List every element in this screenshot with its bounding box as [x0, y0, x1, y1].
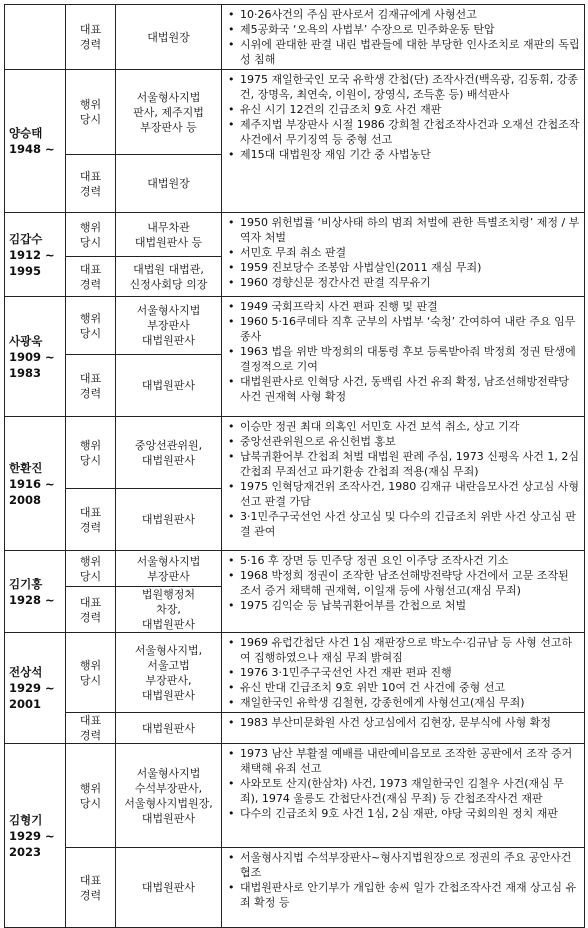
event-list — [228, 419, 580, 539]
category-label — [66, 489, 116, 551]
text-line: 수석부장판사, — [134, 781, 203, 795]
judges-table — [4, 4, 585, 928]
text-line: 판사, 제주지법 — [133, 105, 204, 119]
career-role — [116, 848, 222, 928]
judge-name: 양승태 — [9, 126, 43, 140]
category-label — [66, 713, 116, 744]
table-row — [5, 5, 585, 70]
event-item: • 대법원판사로 인혁당 사건, 동백림 사건 유죄 확정, 남조선해방전략당 사건 권재혁 사형 확정 — [228, 374, 580, 404]
text-line: 대표 — [79, 595, 102, 609]
event-item: • 서울형사지법 수석부장판사~형사지법원장으로 정권의 주요 공안사건 협조 — [228, 850, 580, 880]
act-role — [116, 744, 222, 848]
event-item: • 납북귀환어부 간첩죄 처벌 대법원 판례 주심, 1973 신평옥 사건 1, 2심 간첩죄 무죄선고 파기환송 간첩죄 적용(재심 무죄) — [228, 449, 580, 479]
table-row — [5, 744, 585, 848]
category-label — [66, 417, 116, 489]
event-item: • 재일한국인 유학생 김철현, 강종헌에게 사형선고(재심 무죄) — [228, 695, 580, 710]
text-line: 대표 — [79, 371, 102, 385]
judge-name-cell — [5, 744, 66, 928]
text-line: 당시 — [79, 453, 102, 467]
text-line: 법원행정처 — [141, 588, 196, 601]
judge-years: 1916 ~ — [9, 476, 55, 491]
text-line: 대표 — [79, 169, 102, 183]
event-list — [228, 715, 580, 730]
text-line: 대표 — [79, 262, 102, 276]
judge-years: 1928 ~ — [9, 592, 55, 607]
category-label — [66, 257, 116, 297]
judge-name: 전상석 — [9, 665, 43, 679]
event-list — [228, 299, 580, 404]
event-item: • 이승만 정권 최대 의혹인 서민호 사건 보석 취소, 상고 기각 — [228, 419, 580, 434]
table-row — [5, 297, 585, 355]
act-role — [116, 213, 222, 257]
table-row — [5, 848, 585, 928]
text-line: 대법원장 — [147, 30, 190, 44]
judge-name: 김갑수 — [9, 231, 43, 246]
act-role — [116, 417, 222, 489]
judge-name: 한환진 — [9, 460, 43, 475]
category-label — [66, 633, 116, 713]
judge-years: 1995 — [9, 263, 42, 278]
judge-years: 2001 — [9, 697, 42, 711]
act-events — [222, 551, 585, 633]
event-list — [228, 7, 580, 67]
text-line: 신정사회당 의장 — [129, 277, 208, 291]
event-item: • 유신 시기 12건의 긴급조치 9호 사건 재판 — [228, 102, 580, 117]
event-item: • 10·26사건의 주심 판사로서 김재규에게 사형선고 — [228, 7, 580, 22]
text-line: 당시 — [79, 235, 102, 249]
category-label — [66, 551, 116, 587]
text-line: 대법원판사 — [141, 721, 196, 735]
career-role — [116, 713, 222, 744]
event-item: • 서민호 무죄 취소 판결 — [228, 245, 580, 260]
table-row — [5, 551, 585, 587]
table-row — [5, 70, 585, 155]
career-events — [222, 848, 585, 928]
event-item: • 1960 5·16쿠데타 직후 군부의 사법부 ‘숙청’ 간여하여 내란 주요 임무 종사 — [228, 314, 580, 344]
event-list — [228, 850, 580, 910]
text-line: 대법원판사 — [141, 881, 196, 894]
judge-years: 2008 — [9, 492, 42, 507]
text-line: 당시 — [79, 113, 102, 126]
text-line: 행위 — [79, 311, 102, 325]
text-line: 대법원판사 등 — [134, 235, 203, 249]
text-line: 당시 — [79, 796, 102, 810]
act-events — [222, 213, 585, 297]
text-line: 경력 — [79, 520, 102, 534]
text-line: 행위 — [79, 554, 102, 568]
judge-name-cell — [5, 551, 66, 633]
event-item: • 1963 법을 위반 박정희의 대통령 후보 등록받아줘 박정희 정권 탄생에 결정적으로 기여 — [228, 344, 580, 374]
event-item: • 대법원판사로 안기부가 개입한 송씨 일가 간첩조작사건 재재 상고심 유죄 확정 등 — [228, 880, 580, 910]
career-role — [116, 355, 222, 417]
event-item: • 사와모토 산지(한삼차) 사건, 1973 재일한국인 김철우 사건(재심 무죄), 1974 울릉도 간첩단사건(재심 무죄) 등 간첩조작사건 재판 — [228, 776, 580, 806]
event-list — [228, 553, 580, 613]
event-item: • 1983 부산미문화원 사건 상고심에서 김현장, 문부식에 사형 확정 — [228, 715, 580, 730]
judge-years: 1948 ~ — [9, 142, 55, 156]
act-role — [116, 70, 222, 155]
career-events — [222, 713, 585, 744]
text-line: 부장판사 — [147, 569, 190, 583]
table-row — [5, 633, 585, 713]
event-item: • 제15대 대법원장 재임 기간 중 사법농단 — [228, 147, 580, 162]
text-line: 경력 — [79, 888, 102, 902]
text-line: 당시 — [79, 326, 102, 340]
judge-name: 사광욱 — [9, 333, 43, 348]
career-role — [116, 489, 222, 551]
judge-name-cell — [5, 213, 66, 297]
event-item: • 1975 김익순 등 납북귀환어부를 간첩으로 처벌 — [228, 598, 580, 613]
text-line: 대법원판사 — [141, 618, 196, 631]
event-item: • 시위에 관대한 판결 내린 법관들에 대한 부당한 인사조치로 재판의 독립성 침해 — [228, 37, 580, 67]
text-line: 대표 — [79, 873, 102, 887]
career-role — [116, 155, 222, 213]
text-line: 대법원판사 — [141, 379, 196, 392]
act-role — [116, 551, 222, 587]
category-label — [66, 155, 116, 213]
event-item: • 1976 3·1민주구국선언 사건 재판 편파 진행 — [228, 665, 580, 680]
event-item: • 1975 재일한국인 모국 유학생 간첩(단) 조작사건(백옥광, 김동휘, 강종건, 장명옥, 최연숙, 이원이, 장영식, 조득훈 등) 배석판사 — [228, 72, 580, 102]
text-line: 경력 — [79, 277, 102, 291]
event-item: • 다수의 긴급조치 9호 사건 1심, 2심 재판, 야당 국회의원 정치 재판 — [228, 806, 580, 821]
text-line: 대표 — [79, 714, 102, 727]
text-line: 중앙선관위원, — [134, 438, 203, 452]
category-label — [66, 744, 116, 848]
event-item: • 1975 인혁당재건위 조작사건, 1980 김재규 내란음모사건 상고심 사형선고 판결 가담 — [228, 479, 580, 509]
judge-years: 1912 ~ — [9, 247, 55, 262]
judge-years: 1929 ~ — [9, 681, 55, 695]
event-item: • 1959 진보당수 조봉암 사법살인(2011 재심 무죄) — [228, 260, 580, 275]
table-row — [5, 713, 585, 744]
text-line: 당시 — [79, 673, 102, 687]
category-label — [66, 848, 116, 928]
text-line: 행위 — [79, 220, 102, 234]
text-line: 서울형사지법원장, — [124, 796, 213, 810]
text-line: 당시 — [79, 569, 102, 583]
judge-name-cell — [5, 70, 66, 213]
act-role — [116, 297, 222, 355]
event-item: • 1968 박정희 정권이 조작한 남조선해방전략당 사건에서 고문 조작된 조서 증거 채택해 권재혁, 이일재 등에 사형선고(재심 무죄) — [228, 568, 580, 598]
table-row — [5, 417, 585, 489]
event-item: • 1973 남산 부활절 예배를 내란예비음모로 조작한 공판에서 조작 증거 채택해 유죄 선고 — [228, 746, 580, 776]
judge-name-cell — [5, 633, 66, 744]
text-line: 대표 — [79, 23, 102, 36]
judge-years: 1929 ~ — [9, 828, 55, 843]
text-line: 서울형사지법 — [136, 90, 201, 104]
act-events — [222, 70, 585, 213]
text-line: 행위 — [79, 658, 102, 672]
judge-name: 김형기 — [9, 812, 43, 827]
text-line: 경력 — [79, 386, 102, 400]
event-list — [228, 635, 580, 710]
judge-years: 1909 ~ — [9, 349, 55, 364]
event-list — [228, 215, 580, 290]
text-line: 대법원판사 — [141, 453, 196, 467]
text-line: 대법원판사 — [141, 688, 196, 702]
event-item: • 유신 반대 긴급조치 9호 위반 10여 건 사건에 중형 선고 — [228, 680, 580, 695]
text-line: 경력 — [79, 729, 102, 742]
text-line: 대법원판사 — [141, 334, 196, 347]
category-label — [66, 355, 116, 417]
judge-name-cell — [5, 5, 66, 70]
event-item: • 제5공화국 ‘오욕의 사법부’ 수장으로 민주화운동 탄압 — [228, 22, 580, 37]
event-item: • 1949 국회프락치 사건 편파 진행 및 판결 — [228, 299, 580, 314]
act-events — [222, 744, 585, 848]
text-line: 대법원 대법관, — [133, 262, 204, 276]
category-label — [66, 297, 116, 355]
judge-name-cell — [5, 417, 66, 551]
text-line: 대법원장 — [147, 177, 190, 190]
event-item: • 1969 유럽간첩단 사건 1심 재판장으로 박노수·김규남 등 사형 선고하여 집행하였으나 재심 무죄 밝혀짐 — [228, 635, 580, 665]
text-line: 대표 — [79, 505, 102, 519]
text-line: 부장판사 등 — [140, 120, 197, 134]
text-line: 차장, — [156, 603, 181, 616]
text-line: 대법원판사 — [141, 811, 196, 825]
table-row — [5, 213, 585, 257]
act-events — [222, 417, 585, 551]
event-item: • 제주지법 부장판사 시절 1986 강희철 간첩조작사건과 오재선 간첩조작사건에서 무기징역 등 중형 선고 — [228, 117, 580, 147]
judge-years: 2023 — [9, 844, 42, 859]
text-line: 서울고법 — [147, 658, 190, 672]
category-label — [66, 587, 116, 633]
event-list — [228, 746, 580, 821]
event-item: • 중앙선관위원으로 유신헌법 홍보 — [228, 434, 580, 449]
career-role — [116, 587, 222, 633]
act-role — [116, 633, 222, 713]
judge-name-cell — [5, 297, 66, 417]
event-list — [228, 72, 580, 162]
text-line: 경력 — [79, 184, 102, 198]
text-line: 행위 — [79, 781, 102, 795]
event-item: • 3·1민주구국선언 사건 상고심 및 다수의 긴급조치 위반 사건 상고심 판결 관여 — [228, 509, 580, 539]
text-line: 경력 — [79, 610, 102, 624]
text-line: 내무차관 — [147, 220, 190, 234]
text-line: 서울형사지법 — [136, 554, 201, 568]
text-line: 경력 — [79, 38, 102, 51]
event-item: • 1950 위헌법률 ‘비상사태 하의 범죄 처벌에 관한 특별조치령’ 제정 / 부역자 처벌 — [228, 215, 580, 245]
text-line: 부장판사, — [145, 673, 192, 687]
event-item: • 1960 경향신문 정간사건 판결 직무유기 — [228, 275, 580, 290]
text-line: 부장판사 — [147, 319, 190, 332]
event-item: • 5·16 후 장면 등 민주당 정권 요인 이주당 조작사건 기소 — [228, 553, 580, 568]
act-events — [222, 633, 585, 713]
judge-years: 1983 — [9, 365, 42, 380]
career-role — [116, 257, 222, 297]
category-label — [66, 213, 116, 257]
text-line: 행위 — [79, 98, 102, 111]
category-label — [66, 70, 116, 155]
career-role — [116, 5, 222, 70]
act-events — [222, 297, 585, 417]
text-line: 서울형사지법 — [136, 304, 201, 317]
judge-name: 김기홍 — [9, 576, 43, 591]
text-line: 행위 — [79, 438, 102, 452]
text-line: 대법원판사 — [141, 513, 196, 526]
category-label — [66, 5, 116, 70]
career-events — [222, 5, 585, 70]
text-line: 서울형사지법, — [134, 643, 203, 657]
text-line: 서울형사지법 — [136, 766, 201, 780]
